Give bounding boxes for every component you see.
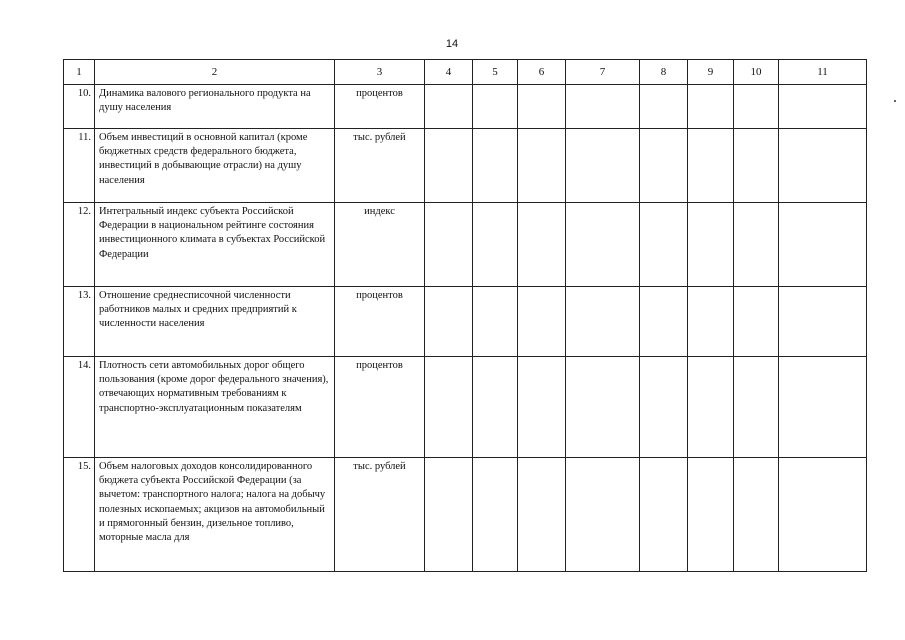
unit-cell: процентов [335,287,425,357]
unit-cell: тыс. рублей [335,458,425,572]
empty-cell [688,203,734,287]
row-number: 15. [64,458,95,572]
empty-cell [566,129,640,203]
empty-cell [734,287,779,357]
empty-cell [518,357,566,458]
empty-cell [640,458,688,572]
empty-cell [640,203,688,287]
indicator-name: Отношение среднесписочной численности работников малых и средних предприятий к численности населения [95,287,335,357]
table-row [64,287,867,357]
column-header-6: 6 [518,60,566,85]
column-header-9: 9 [688,60,734,85]
empty-cell [425,129,473,203]
unit-cell: индекс [335,203,425,287]
table-row [64,85,867,129]
column-header-4: 4 [425,60,473,85]
empty-cell [518,203,566,287]
empty-cell [779,357,867,458]
empty-cell [566,458,640,572]
empty-cell [473,203,518,287]
empty-cell [518,85,566,129]
row-number: 10. [64,85,95,129]
empty-cell [734,357,779,458]
column-header-1: 1 [64,60,95,85]
unit-cell: процентов [335,357,425,458]
empty-cell [640,85,688,129]
empty-cell [734,85,779,129]
empty-cell [688,458,734,572]
empty-cell [473,129,518,203]
row-number: 12. [64,203,95,287]
table-row [64,129,867,203]
empty-cell [566,203,640,287]
row-number: 13. [64,287,95,357]
empty-cell [779,85,867,129]
empty-cell [518,129,566,203]
table-header-row [64,60,867,85]
table-row [64,203,867,287]
empty-cell [473,287,518,357]
empty-cell [688,357,734,458]
empty-cell [640,357,688,458]
empty-cell [688,287,734,357]
column-header-8: 8 [640,60,688,85]
empty-cell [425,203,473,287]
empty-cell [566,287,640,357]
empty-cell [425,458,473,572]
empty-cell [779,287,867,357]
indicator-name: Плотность сети автомобильных дорог общего пользования (кроме дорог федерального значения), отвечающих нормативным требованиям к транспортно-эксплуатационным показателям [95,357,335,458]
column-header-11: 11 [779,60,867,85]
empty-cell [734,458,779,572]
empty-cell [779,203,867,287]
empty-cell [566,357,640,458]
unit-cell: процентов [335,85,425,129]
empty-cell [688,85,734,129]
column-header-10: 10 [734,60,779,85]
indicator-name: Объем налоговых доходов консолидированного бюджета субъекта Российской Федерации (за вычетом: транспортного налога; налога на добычу полезных ископаемых; акцизов на автомобильный и прямогонный бензин, дизельное топливо, моторные масла для [95,458,335,572]
table-row [64,357,867,458]
empty-cell [734,129,779,203]
column-header-7: 7 [566,60,640,85]
empty-cell [425,357,473,458]
column-header-5: 5 [473,60,518,85]
empty-cell [640,129,688,203]
empty-cell [734,203,779,287]
page-number: 14 [445,38,459,50]
empty-cell [566,85,640,129]
indicators-table [63,59,867,572]
empty-cell [473,357,518,458]
empty-cell [425,85,473,129]
indicator-name: Динамика валового регионального продукта на душу населения [95,85,335,129]
indicator-name: Интегральный индекс субъекта Российской Федерации в национальном рейтинге состояния инвестиционного климата в субъектах Российской Федерации [95,203,335,287]
unit-cell: тыс. рублей [335,129,425,203]
empty-cell [640,287,688,357]
empty-cell [518,458,566,572]
empty-cell [779,129,867,203]
empty-cell [473,458,518,572]
empty-cell [473,85,518,129]
scan-speck [894,100,896,102]
row-number: 11. [64,129,95,203]
empty-cell [425,287,473,357]
column-header-2: 2 [95,60,335,85]
empty-cell [518,287,566,357]
empty-cell [779,458,867,572]
table-row [64,458,867,572]
row-number: 14. [64,357,95,458]
column-header-3: 3 [335,60,425,85]
empty-cell [688,129,734,203]
indicator-name: Объем инвестиций в основной капитал (кроме бюджетных средств федерального бюджета, инвестиций в добывающие отрасли) на душу населения [95,129,335,203]
